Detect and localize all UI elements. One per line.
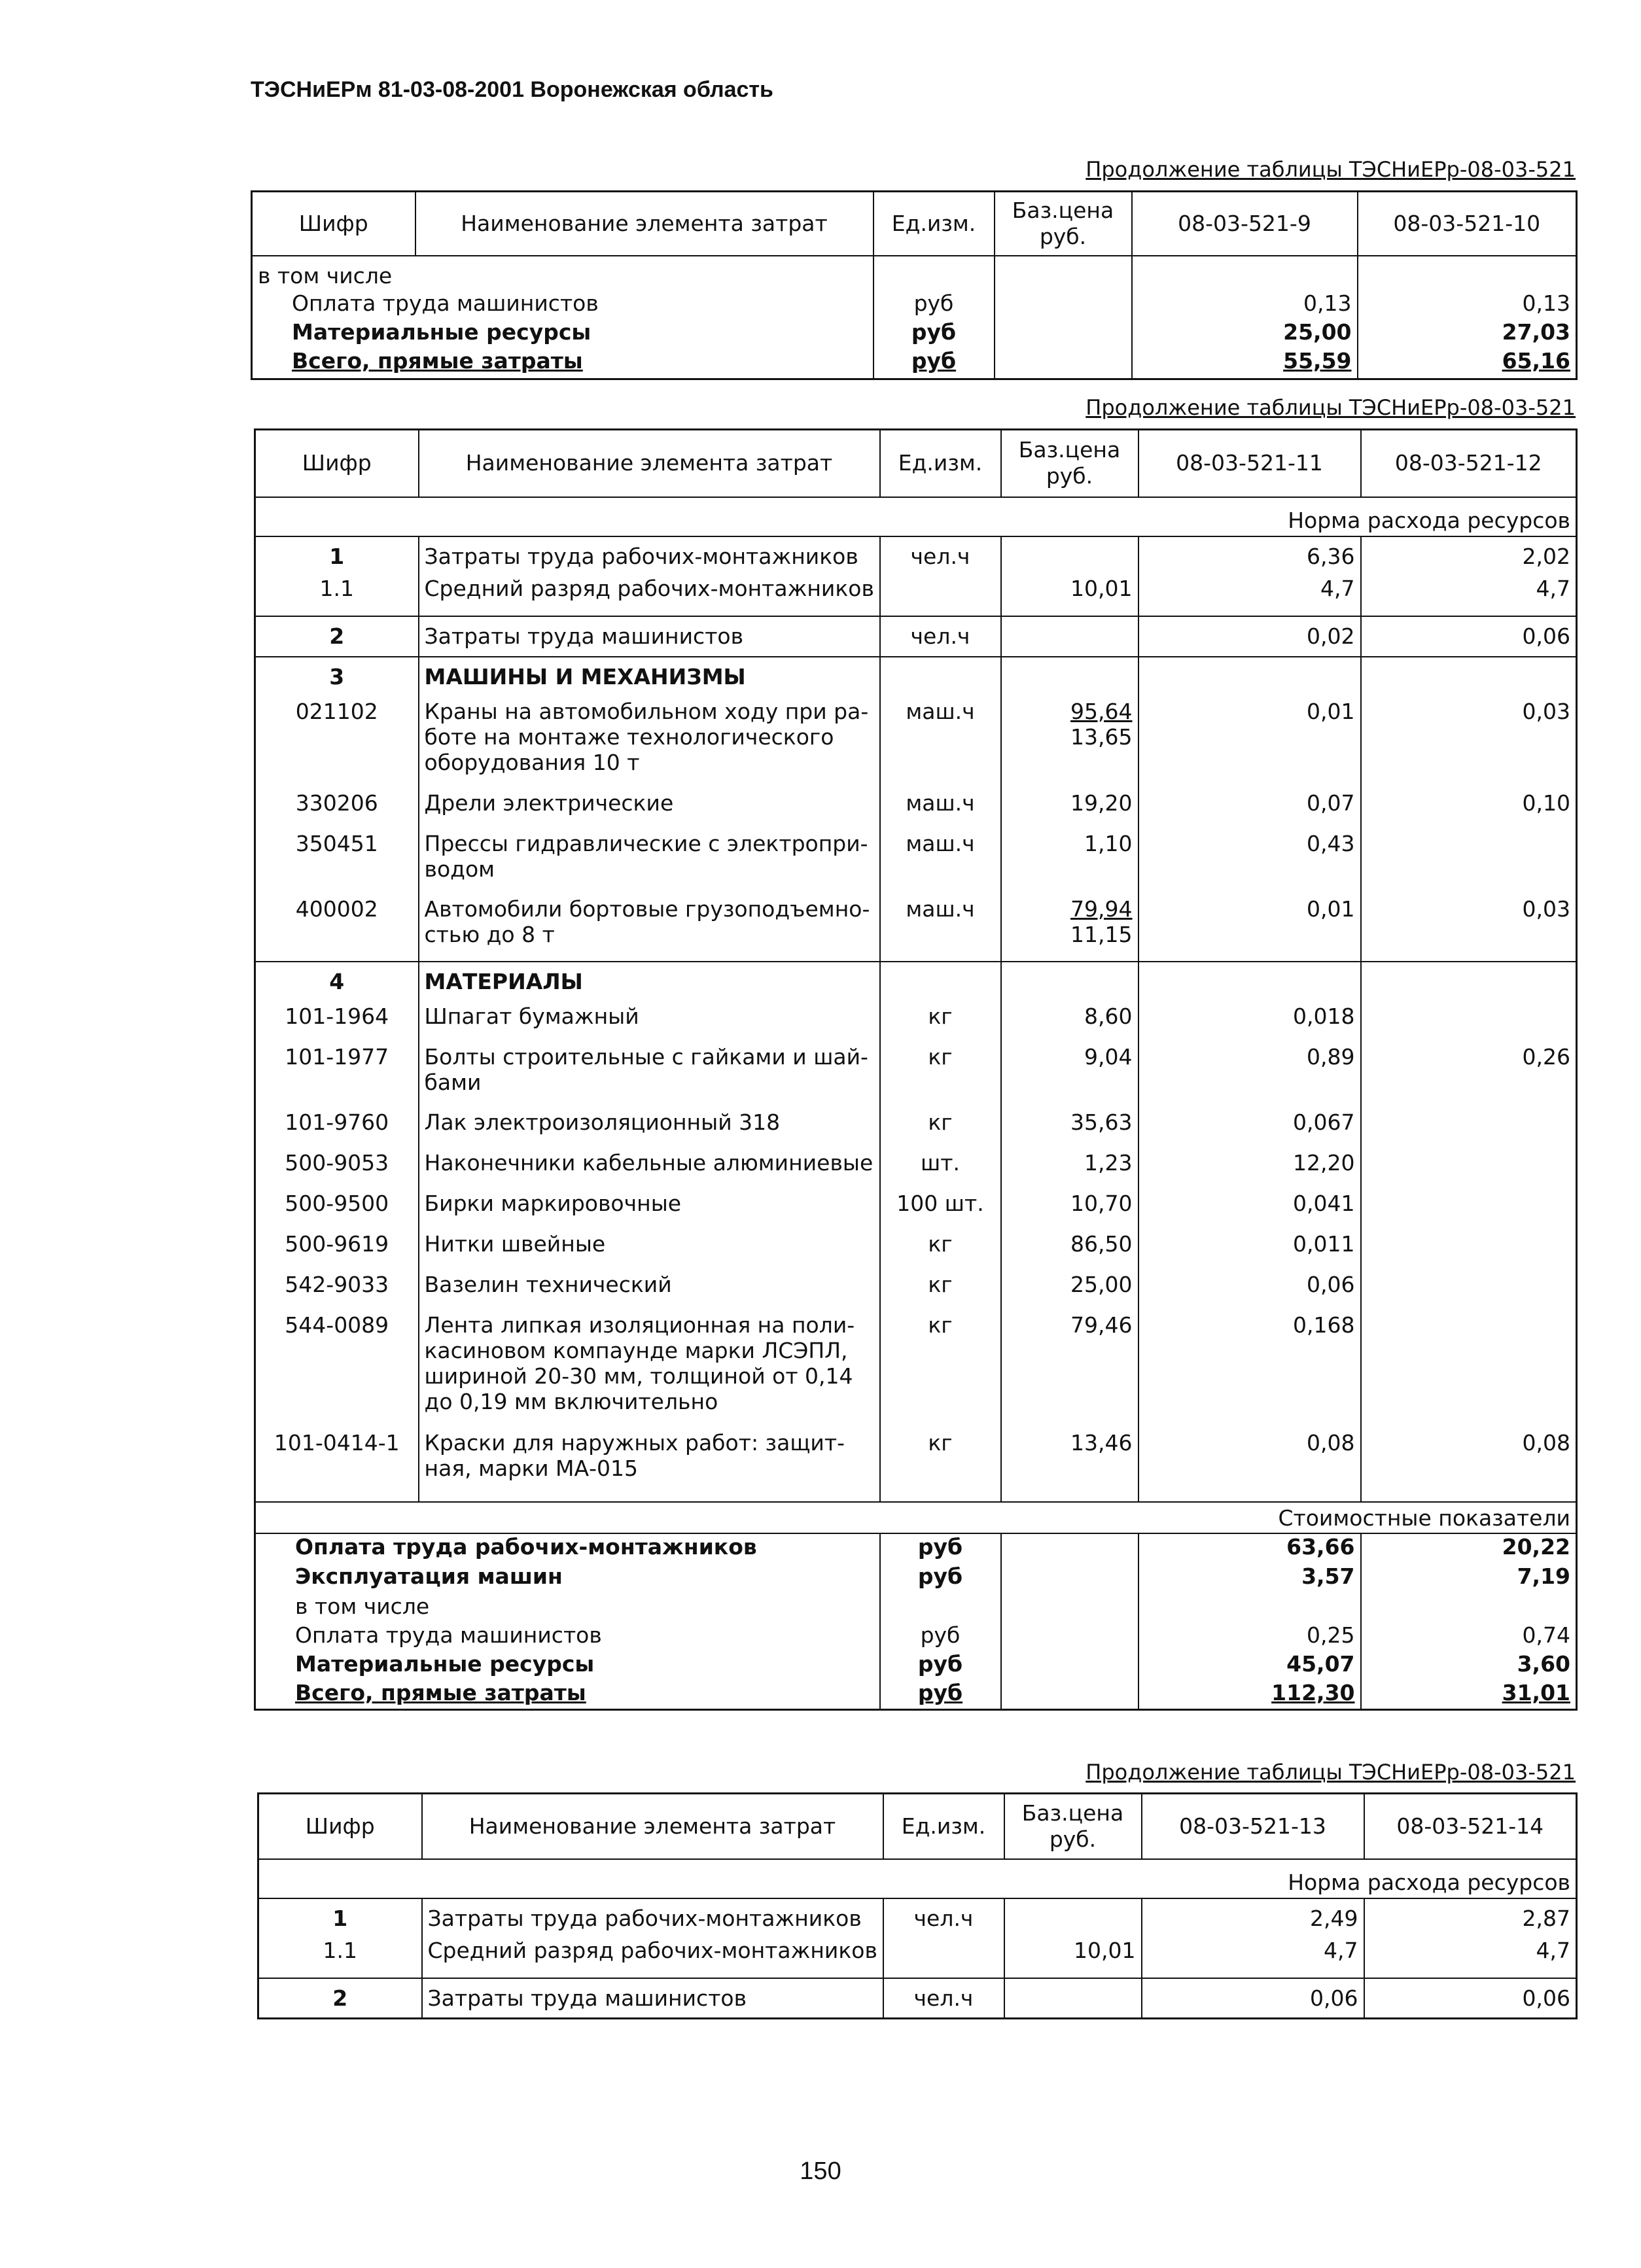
table-row [255, 1312, 1577, 1430]
row-code: 350451 [255, 831, 419, 896]
row-code: 330206 [255, 790, 419, 831]
row-name: Краны на автомобильном ходу при ра-боте на монтаже технологического оборудования 10 т [419, 699, 880, 790]
row-unit: кг [880, 1003, 1001, 1044]
table-row [255, 536, 1577, 576]
row-value-a: 0,02 [1138, 616, 1361, 657]
table-row [252, 319, 1577, 348]
row-name: Оплата труда рабочих-монтажников [255, 1533, 880, 1563]
row-value-a: 112,30 [1138, 1680, 1361, 1710]
row-price-main: 95,64 [1070, 698, 1133, 724]
row-name: Прессы гидравлические с электропри-водом [419, 831, 880, 896]
row-name: Вазелин технический [419, 1272, 880, 1312]
table-row [255, 1680, 1577, 1710]
row-code: 1 [255, 536, 419, 576]
row-unit: кг [880, 1430, 1001, 1502]
row-code: 101-0414-1 [255, 1430, 419, 1502]
row-name: Дрели электрические [419, 790, 880, 831]
row-value-a: 0,168 [1138, 1312, 1361, 1430]
row-code: 021102 [255, 699, 419, 790]
row-value-b: 2,87 [1522, 1905, 1570, 1931]
row-value-b [1361, 1272, 1577, 1312]
row-price-sub: 13,65 [1070, 724, 1133, 750]
table-row [255, 1430, 1577, 1502]
stoim-section-header: Стоимостные показатели [255, 1502, 1577, 1533]
section-row [255, 962, 1577, 1003]
table-row [255, 699, 1577, 790]
row-value-b: 7,19 [1517, 1563, 1570, 1589]
row-name: Краски для наружных работ: защит-ная, марки МА-015 [419, 1430, 880, 1502]
row-value-a: 0,06 [1138, 1272, 1361, 1312]
row-unit: маш.ч [880, 896, 1001, 962]
row-unit: руб [880, 1622, 1001, 1651]
row-unit: чел.ч [880, 616, 1001, 657]
row-price: 13,46 [1001, 1430, 1138, 1502]
row-value-b: 4,7 [1536, 1937, 1570, 1963]
table-row [255, 896, 1577, 962]
continuation-label-2: Продолжение таблицы ТЭСНиЕРр-08-03-521 [1085, 395, 1576, 420]
row-unit: 100 шт. [880, 1191, 1001, 1231]
row-price: 10,01 [1001, 576, 1138, 616]
row-price-sub: 11,15 [1070, 921, 1133, 947]
col-code-a: 08-03-521-11 [1138, 430, 1361, 497]
norm-section-header: Норма расхода ресурсов [258, 1859, 1577, 1898]
table-row [255, 1272, 1577, 1312]
row-value-a: 0,07 [1138, 790, 1361, 831]
row-value-a: 2,49 [1142, 1898, 1364, 1938]
row-value-a: 0,43 [1138, 831, 1361, 896]
row-value-b [1361, 1231, 1577, 1272]
row-value-b: 0,03 [1522, 698, 1570, 724]
table-row [252, 348, 1577, 379]
row-unit: кг [880, 1272, 1001, 1312]
table-row [255, 1231, 1577, 1272]
row-name: Затраты труда рабочих-монтажников [422, 1898, 883, 1938]
row-value-a: 55,59 [1132, 348, 1358, 379]
row-value-a: 0,08 [1138, 1430, 1361, 1502]
row-unit: чел.ч [880, 536, 1001, 576]
row-value-b: 20,22 [1502, 1533, 1570, 1560]
row-unit: руб [873, 319, 995, 348]
col-shifr: Шифр [258, 1794, 422, 1859]
row-value-a: 0,13 [1132, 290, 1358, 319]
row-value-b: 0,03 [1522, 896, 1570, 922]
row-value-a: 0,06 [1142, 1978, 1364, 2019]
row-unit: маш.ч [880, 831, 1001, 896]
row-value-b: 27,03 [1502, 319, 1570, 345]
row-value-b: 31,01 [1502, 1679, 1570, 1705]
section-code: 3 [255, 657, 419, 699]
row-value-b [1361, 1191, 1577, 1231]
row-price-main: 79,94 [1070, 896, 1133, 922]
continuation-label-1: Продолжение таблицы ТЭСНиЕРр-08-03-521 [1085, 157, 1576, 182]
row-value-b [1361, 831, 1577, 896]
table-row [255, 831, 1577, 896]
row-value-a: 45,07 [1138, 1651, 1361, 1680]
row-price [1001, 699, 1138, 790]
row-price [1001, 896, 1138, 962]
row-price: 25,00 [1001, 1272, 1138, 1312]
row-unit: шт. [880, 1150, 1001, 1191]
row-name: Шпагат бумажный [419, 1003, 880, 1044]
row-price: 35,63 [1001, 1109, 1138, 1150]
table-row [258, 1978, 1577, 2019]
col-shifr: Шифр [255, 430, 419, 497]
row-price: 9,04 [1001, 1044, 1138, 1109]
section-title: МАШИНЫ И МЕХАНИЗМЫ [419, 657, 880, 699]
row-value-b [1361, 1003, 1577, 1044]
table-row [255, 576, 1577, 616]
row-value-b: 4,7 [1536, 575, 1570, 601]
table-row [255, 1651, 1577, 1680]
row-code: 400002 [255, 896, 419, 962]
row-code: 101-9760 [255, 1109, 419, 1150]
table-row [255, 1044, 1577, 1109]
row-unit: руб [873, 348, 995, 379]
row-name: Эксплуатация машин [255, 1563, 880, 1594]
col-name: Наименование элемента затрат [422, 1794, 883, 1859]
row-name: Оплата труда машинистов [252, 290, 873, 319]
row-name: Лак электроизоляционный 318 [419, 1109, 880, 1150]
row-value-b: 0,74 [1522, 1622, 1570, 1648]
row-name: Материальные ресурсы [255, 1651, 880, 1680]
row-value-a: 25,00 [1132, 319, 1358, 348]
row-value-b: 0,26 [1522, 1043, 1570, 1070]
table-row [255, 1533, 1577, 1563]
row-unit: руб [880, 1533, 1001, 1563]
row-name: Материальные ресурсы [252, 319, 873, 348]
row-code: 542-9033 [255, 1272, 419, 1312]
row-name: Болты строительные с гайками и шай-бами [419, 1044, 880, 1109]
row-price [1001, 536, 1138, 576]
table-2 [254, 428, 1578, 1711]
row-code: 2 [255, 616, 419, 657]
row-code: 1.1 [255, 576, 419, 616]
section-row [255, 657, 1577, 699]
row-value-b [1361, 1150, 1577, 1191]
row-value-b: 0,06 [1364, 1978, 1577, 2019]
row-name: Нитки швейные [419, 1231, 880, 1272]
row-value-b [1361, 1109, 1577, 1150]
norm-section-header: Норма расхода ресурсов [255, 497, 1577, 536]
col-unit: Ед.изм. [880, 430, 1001, 497]
row-code: 1 [258, 1898, 422, 1938]
table-3 [257, 1792, 1578, 2019]
row-name: Лента липкая изоляционная на поли-касиновом компаунде марки ЛСЭПЛ, шириной 20-30 мм, толщиной от 0,14 до 0,19 мм включительно [419, 1312, 880, 1430]
row-unit: чел.ч [883, 1898, 1004, 1938]
row-unit: кг [880, 1044, 1001, 1109]
row-code: 1.1 [258, 1938, 422, 1978]
page-number: 150 [800, 2157, 841, 2185]
row-name: Средний разряд рабочих-монтажников [422, 1938, 883, 1978]
row-value-b: 0,13 [1522, 290, 1570, 316]
row-price: 1,23 [1001, 1150, 1138, 1191]
row-value-a: 12,20 [1138, 1150, 1361, 1191]
row-unit: кг [880, 1231, 1001, 1272]
col-price: Баз.цена руб. [1001, 430, 1138, 497]
row-unit: руб [880, 1680, 1001, 1710]
row-name: Всего, прямые затраты [255, 1680, 880, 1710]
row-name: Затраты труда рабочих-монтажников [419, 536, 880, 576]
document-header: ТЭСНиЕРм 81-03-08-2001 Воронежская область [251, 77, 773, 102]
section-title: МАТЕРИАЛЫ [419, 962, 880, 1003]
row-name: Автомобили бортовые грузоподъемно-стью до 8 т [419, 896, 880, 962]
table-row [255, 790, 1577, 831]
row-value-b: 2,02 [1522, 543, 1570, 569]
col-code-b: 08-03-521-10 [1358, 192, 1577, 256]
row-code: 500-9500 [255, 1191, 419, 1231]
row-name: Бирки маркировочные [419, 1191, 880, 1231]
row-unit: маш.ч [880, 699, 1001, 790]
row-unit [880, 576, 1001, 616]
row-name: Затраты труда машинистов [422, 1978, 883, 2019]
v-tom-chisle-label: в том числе [252, 256, 873, 290]
col-name: Наименование элемента затрат [415, 192, 873, 256]
row-price: 19,20 [1001, 790, 1138, 831]
row-value-a: 63,66 [1138, 1533, 1361, 1563]
row-value-a: 0,018 [1138, 1003, 1361, 1044]
row-value-b: 0,06 [1361, 616, 1577, 657]
row-unit: кг [880, 1109, 1001, 1150]
row-value-b: 65,16 [1502, 347, 1570, 374]
row-code: 544-0089 [255, 1312, 419, 1430]
row-value-a: 0,25 [1138, 1622, 1361, 1651]
row-value-a: 3,57 [1138, 1563, 1361, 1594]
row-name: Затраты труда машинистов [419, 616, 880, 657]
row-unit: чел.ч [883, 1978, 1004, 2019]
row-value-b [1361, 1312, 1577, 1430]
row-unit: кг [880, 1312, 1001, 1430]
row-unit: руб [873, 290, 995, 319]
col-price: Баз.цена руб. [995, 192, 1132, 256]
row-unit: руб [880, 1651, 1001, 1680]
row-value-a: 6,36 [1138, 536, 1361, 576]
row-value-a: 0,011 [1138, 1231, 1361, 1272]
row-name: Наконечники кабельные алюминиевые [419, 1150, 880, 1191]
table-row [255, 1109, 1577, 1150]
row-unit: маш.ч [880, 790, 1001, 831]
v-tom-chisle-label: в том числе [255, 1594, 880, 1622]
row-price [1004, 1978, 1142, 2019]
row-price: 79,46 [1001, 1312, 1138, 1430]
row-price: 1,10 [1001, 831, 1138, 896]
row-value-b: 0,08 [1522, 1429, 1570, 1456]
row-name: Всего, прямые затраты [252, 348, 873, 379]
col-code-a: 08-03-521-9 [1132, 192, 1358, 256]
table-row [255, 616, 1577, 657]
col-name: Наименование элемента затрат [419, 430, 880, 497]
row-value-a: 4,7 [1142, 1938, 1364, 1978]
row-value-a: 0,01 [1138, 699, 1361, 790]
col-code-a: 08-03-521-13 [1142, 1794, 1364, 1859]
table-row [255, 1622, 1577, 1651]
table-row [255, 1150, 1577, 1191]
row-price: 86,50 [1001, 1231, 1138, 1272]
row-value-a: 0,89 [1138, 1044, 1361, 1109]
row-price [1004, 1898, 1142, 1938]
row-value-a: 0,01 [1138, 896, 1361, 962]
row-value-b: 3,60 [1517, 1650, 1570, 1677]
table-row [255, 1191, 1577, 1231]
col-shifr: Шифр [252, 192, 415, 256]
row-code: 101-1964 [255, 1003, 419, 1044]
col-code-b: 08-03-521-12 [1361, 430, 1577, 497]
continuation-label-3: Продолжение таблицы ТЭСНиЕРр-08-03-521 [1085, 1760, 1576, 1785]
table-row [255, 1003, 1577, 1044]
row-price: 10,01 [1004, 1938, 1142, 1978]
col-code-b: 08-03-521-14 [1364, 1794, 1577, 1859]
table-row [252, 290, 1577, 319]
row-price: 10,70 [1001, 1191, 1138, 1231]
row-code: 500-9053 [255, 1150, 419, 1191]
row-unit [883, 1938, 1004, 1978]
row-value-b: 0,10 [1522, 790, 1570, 816]
table-row [258, 1938, 1577, 1978]
row-value-a: 0,041 [1138, 1191, 1361, 1231]
row-name: Средний разряд рабочих-монтажников [419, 576, 880, 616]
row-price [1001, 616, 1138, 657]
row-code: 101-1977 [255, 1044, 419, 1109]
row-value-a: 0,067 [1138, 1109, 1361, 1150]
col-unit: Ед.изм. [873, 192, 995, 256]
table-row [255, 1563, 1577, 1594]
table-row [258, 1898, 1577, 1938]
section-code: 4 [255, 962, 419, 1003]
row-value-a: 4,7 [1138, 576, 1361, 616]
row-price: 8,60 [1001, 1003, 1138, 1044]
row-name: Оплата труда машинистов [255, 1622, 880, 1651]
row-unit: руб [880, 1563, 1001, 1594]
col-price: Баз.цена руб. [1004, 1794, 1142, 1859]
table-1 [251, 190, 1578, 380]
row-code: 500-9619 [255, 1231, 419, 1272]
row-code: 2 [258, 1978, 422, 2019]
col-unit: Ед.изм. [883, 1794, 1004, 1859]
